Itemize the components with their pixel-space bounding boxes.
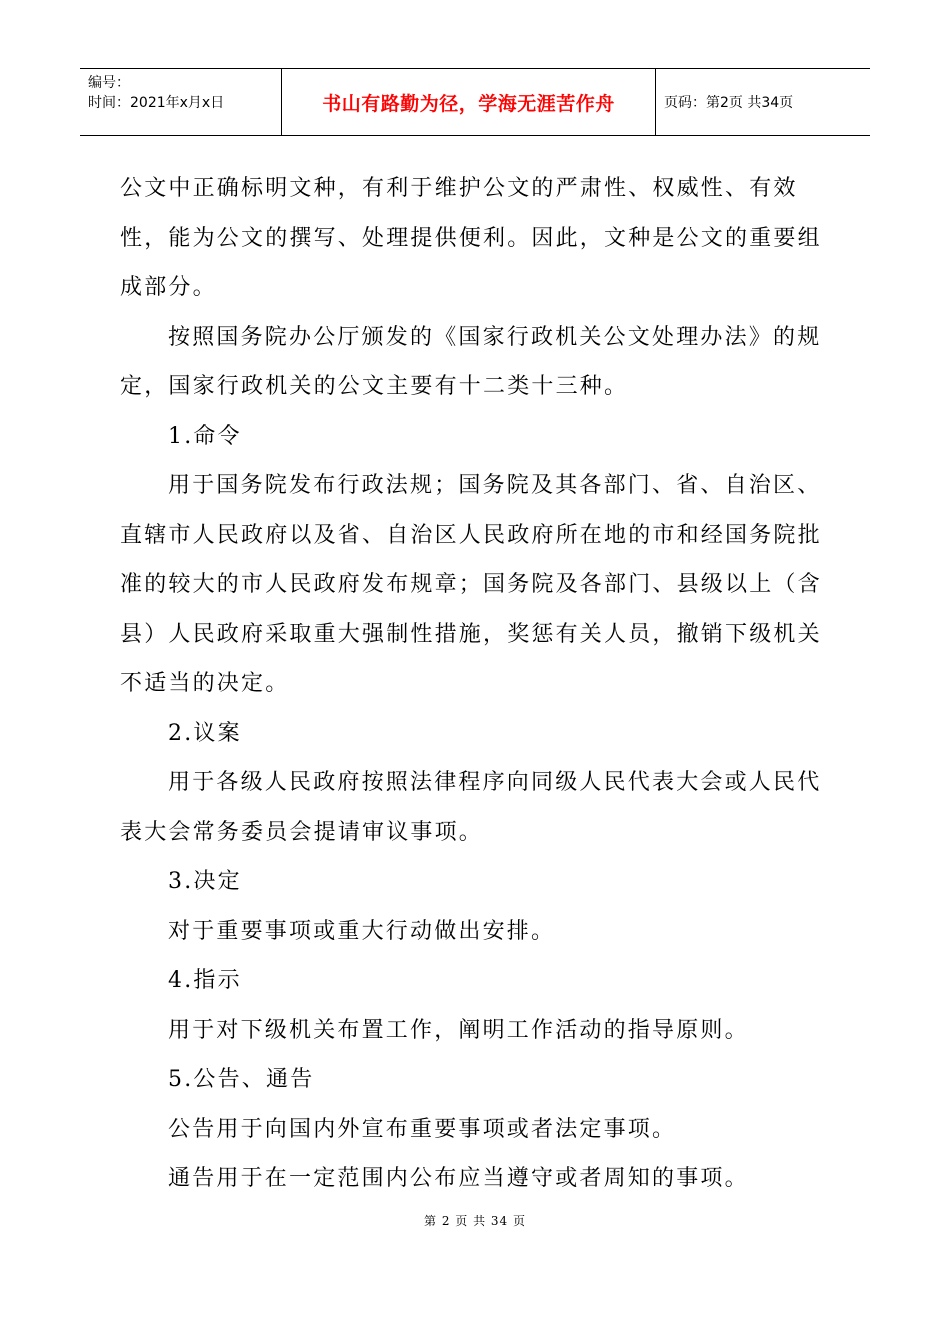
body-paragraph: 公告用于向国内外宣布重要事项或者法定事项。 <box>168 1116 677 1142</box>
document-time-label: 时间：2021年x月x日 <box>88 95 225 111</box>
body-paragraph: 用于国务院发布行政法规；国务院及其各部门、省、自治区、直辖市人民政府以及省、自治区人民政府所在地的市和经国务院批准的较大的市人民政府发布规章；国务院及各部门、县级以上（含县）人民政府采取重大强制性措施，奖惩有关人员，撤销下级机关不适当的决定。 <box>120 473 822 696</box>
body-paragraph: 公文中正确标明文种，有利于维护公文的严肃性、权威性、有效性，能为公文的撰写、处理提供便利。因此，文种是公文的重要组成部分。 <box>120 176 822 300</box>
section-heading: 5.公告、通告 <box>168 1067 315 1092</box>
section-heading: 4.指示 <box>168 968 242 993</box>
document-body <box>120 164 835 1204</box>
body-paragraph: 通告用于在一定范围内公布应当遵守或者周知的事项。 <box>168 1166 749 1191</box>
document-number-label: 编号： <box>88 75 130 91</box>
body-paragraph: 对于重要事项或重大行动做出安排。 <box>168 918 556 944</box>
body-paragraph: 用于对下级机关布置工作，阐明工作活动的指导原则。 <box>168 1017 749 1043</box>
body-paragraph: 按照国务院办公厅颁发的《国家行政机关公文处理办法》的规定，国家行政机关的公文主要有十二类十三种。 <box>120 324 822 399</box>
page-header <box>80 68 870 136</box>
body-paragraph: 用于各级人民政府按照法律程序向同级人民代表大会或人民代表大会常务委员会提请审议事项。 <box>120 770 822 845</box>
header-page-info: 页码：第2页 共34页 <box>664 95 794 111</box>
header-meta <box>80 69 282 135</box>
section-heading: 1.命令 <box>168 423 242 449</box>
page-footer: 第 2 页 共 34 页 <box>424 1214 526 1228</box>
header-motto: 书山有路勤为径，学海无涯苦作舟 <box>282 69 656 135</box>
section-heading: 3.决定 <box>168 869 242 894</box>
section-heading: 2.议案 <box>168 720 242 746</box>
